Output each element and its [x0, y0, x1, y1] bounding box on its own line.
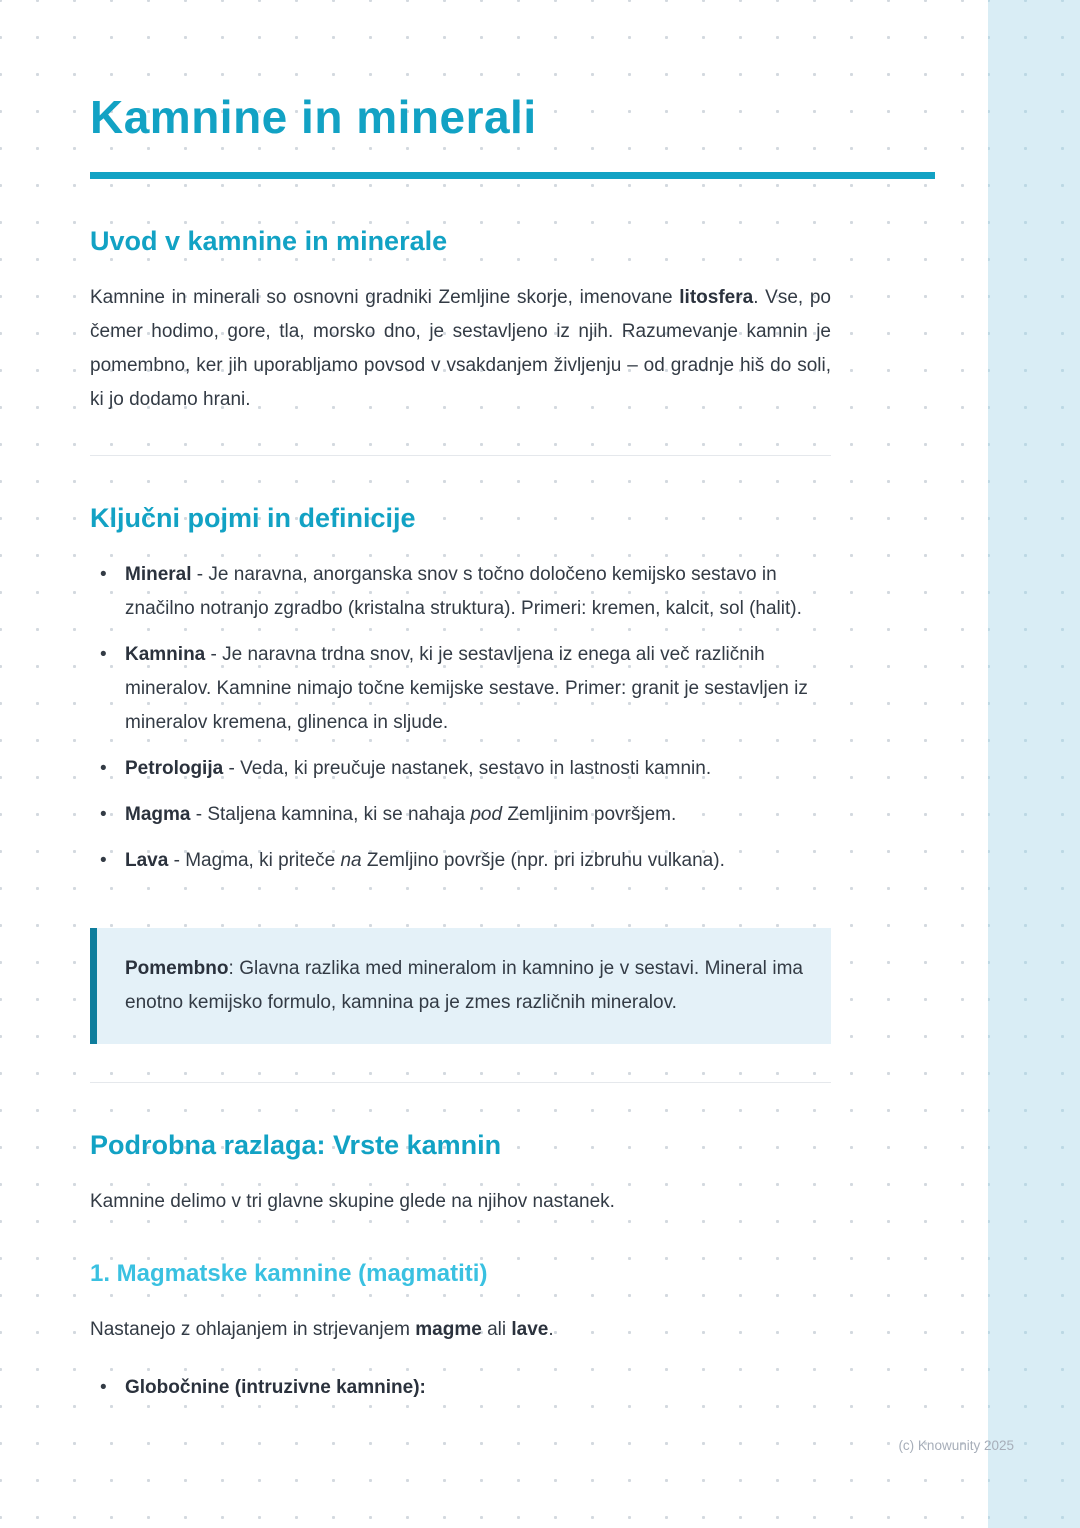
- definition-item-lava: [90, 844, 831, 878]
- list-item-bold-text: Globočnine (intruzivne kamnine):: [125, 1377, 426, 1398]
- definition-item-magma: [90, 798, 831, 832]
- definition-term: Magma: [125, 804, 191, 825]
- footer-credit: (c) Knowunity 2025: [898, 1438, 1014, 1453]
- section-heading-kljucni-pojmi: Ključni pojmi in definicije: [90, 503, 416, 533]
- definition-text: Magma, ki priteče: [185, 850, 341, 871]
- definition-list: [90, 558, 831, 878]
- definition-separator: -: [168, 850, 186, 871]
- section-heading-uvod: Uvod v kamnine in minerale: [90, 226, 448, 256]
- intro-text-end: . Vse, po čemer hodimo, gore, tla, morsko dno, je sestavljeno iz njih. Razumevanje kamnin je pomembno, ker jih uporabljamo povsod v vsakdanjem življenju – od gradnje hiš do soli, ki jo dodamo hrani.: [90, 287, 831, 410]
- divider-2: [90, 1082, 831, 1083]
- magmatic-bold-magme: magme: [415, 1319, 482, 1340]
- definition-text: Je naravna, anorganska snov s točno določeno kemijsko sestavo in značilno notranjo zgradbo (kristalna struktura). Primeri: kremen, kalcit, sol (halit).: [125, 564, 802, 619]
- callout-label: Pomembno: [125, 958, 229, 979]
- definition-term: Mineral: [125, 564, 192, 585]
- definition-separator: -: [191, 564, 209, 585]
- definition-term: Lava: [125, 850, 169, 871]
- callout-box: [90, 928, 831, 1044]
- rock-types-intro-paragraph: Kamnine delimo v tri glavne skupine glede na njihov nastanek.: [90, 1191, 615, 1212]
- magmatic-list: [90, 1371, 831, 1405]
- intro-bold-litosfera: litosfera: [679, 287, 754, 308]
- definition-italic-word: na: [340, 850, 362, 871]
- title-underline: [90, 172, 935, 179]
- definition-item-petrologija: [90, 752, 831, 786]
- page-title: Kamnine in minerali: [90, 91, 537, 143]
- list-item-globocnine: [90, 1371, 831, 1405]
- definition-item-kamnina: [90, 638, 831, 740]
- definition-separator: -: [205, 644, 223, 665]
- definition-separator: -: [223, 758, 241, 779]
- definition-item-mineral: [90, 558, 831, 626]
- definition-text-tail: Zemljino površje (npr. pri izbruhu vulkana).: [361, 850, 725, 871]
- callout-text: : Glavna razlika med mineralom in kamnino je v sestavi. Mineral ima enotno kemijsko formulo, kamnina pa je zmes različnih mineralov.: [125, 958, 803, 1013]
- definition-italic-word: pod: [470, 804, 503, 825]
- divider-1: [90, 455, 831, 456]
- definition-separator: -: [190, 804, 208, 825]
- magmatic-text-end: .: [548, 1319, 554, 1340]
- magmatic-bold-lave: lave: [511, 1319, 549, 1340]
- intro-text-start: Kamnine in minerali so osnovni gradniki Zemljine skorje, imenovane: [90, 287, 680, 308]
- definition-text: Veda, ki preučuje nastanek, sestavo in lastnosti kamnin.: [240, 758, 712, 779]
- magmatic-paragraph: [90, 1313, 831, 1347]
- definition-term: Petrologija: [125, 758, 224, 779]
- intro-paragraph: [90, 281, 831, 417]
- definition-text: Je naravna trdna snov, ki je sestavljena iz enega ali več različnih mineralov. Kamnine nimajo točne kemijske sestave. Primer: granit je sestavljen iz mineralov kremena, glinenca in sljude.: [125, 644, 808, 733]
- section-heading-podrobna-razlaga: Podrobna razlaga: Vrste kamnin: [90, 1130, 502, 1160]
- magmatic-text-start: Nastanejo z ohlajanjem in strjevanjem: [90, 1319, 416, 1340]
- magmatic-text-mid: ali: [481, 1319, 512, 1340]
- definition-term: Kamnina: [125, 644, 206, 665]
- content-column: [90, 0, 935, 1417]
- page-edge-strip: [988, 0, 1080, 1528]
- definition-text: Staljena kamnina, ki se nahaja: [207, 804, 471, 825]
- subsection-heading-magmatske-kamnine: 1. Magmatske kamnine (magmatiti): [90, 1260, 488, 1287]
- definition-text-tail: Zemljinim površjem.: [502, 804, 677, 825]
